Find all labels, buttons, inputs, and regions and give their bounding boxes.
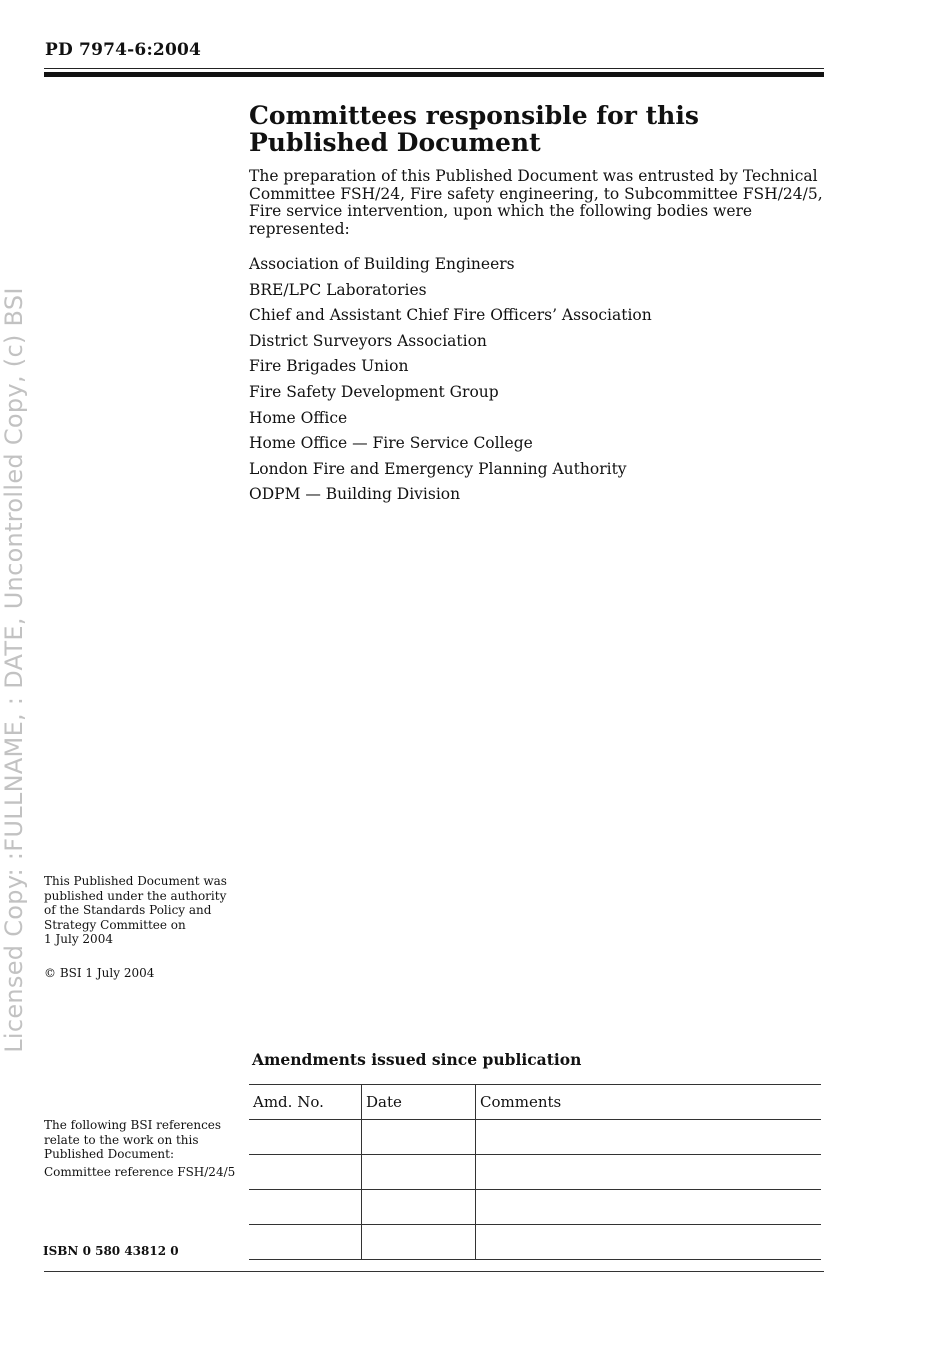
amendments-table	[249, 1084, 821, 1260]
table-cell	[362, 1120, 476, 1155]
document-code: PD 7974-6:2004	[45, 40, 202, 60]
header-rule-thick	[44, 72, 824, 77]
table-row	[249, 1120, 821, 1155]
authority-note-line: published under the authority	[44, 888, 227, 903]
list-item: ODPM — Building Division	[249, 485, 461, 504]
intro-paragraph: The preparation of this Published Document was entrusted by Technical Committee FSH/24, Fire safety engineering, to Subcommittee FSH/24/5, Fire service intervention, upon which the following bodies were represented:	[249, 167, 823, 238]
table-cell	[362, 1155, 476, 1190]
represented-bodies-list	[249, 254, 652, 510]
list-item: Chief and Assistant Chief Fire Officers’ Association	[249, 306, 652, 325]
references-line: The following BSI references	[44, 1118, 222, 1132]
table-cell	[476, 1155, 822, 1190]
table-cell	[249, 1190, 362, 1225]
list-item: Association of Building Engineers	[249, 255, 515, 273]
table-cell	[249, 1225, 362, 1260]
amendments-title: Amendments issued since publication	[252, 1050, 582, 1069]
column-header-comments: Comments	[476, 1085, 822, 1120]
list-item: Fire Safety Development Group	[249, 382, 499, 401]
table-cell	[249, 1120, 362, 1155]
isbn: ISBN 0 580 43812 0	[43, 1244, 179, 1258]
footer-rule	[44, 1271, 824, 1272]
list-item: London Fire and Emergency Planning Authority	[249, 459, 627, 478]
list-item: Home Office	[249, 408, 348, 427]
table-cell	[476, 1120, 822, 1155]
table-cell	[362, 1190, 476, 1225]
table-header-row	[249, 1085, 821, 1120]
authority-note-line: 1 July 2004	[44, 932, 113, 946]
table-row	[249, 1225, 821, 1260]
authority-note-line: This Published Document was	[44, 874, 227, 888]
column-header-amd-no: Amd. No.	[249, 1085, 362, 1120]
copyright-notice: © BSI 1 July 2004	[44, 966, 155, 980]
page-title	[249, 102, 809, 156]
header-rule-thin	[44, 68, 824, 69]
authority-note-line: Strategy Committee on	[44, 917, 186, 932]
references-line: relate to the work on this	[44, 1132, 199, 1147]
list-item: Fire Brigades Union	[249, 357, 409, 376]
page-title-line-2: Published Document	[249, 128, 541, 157]
list-item: BRE/LPC Laboratories	[249, 280, 427, 299]
license-watermark: Licensed Copy: :FULLNAME, : DATE, Uncontrolled Copy, (c) BSI	[0, 287, 28, 1053]
references-line: Published Document:	[44, 1147, 175, 1161]
bsi-references-note	[44, 1118, 244, 1179]
table-row	[249, 1190, 821, 1225]
authority-note-line: of the Standards Policy and	[44, 903, 212, 917]
column-header-date: Date	[362, 1085, 476, 1120]
table-cell	[476, 1190, 822, 1225]
list-item: District Surveyors Association	[249, 331, 487, 350]
table-cell	[362, 1225, 476, 1260]
table-cell	[476, 1225, 822, 1260]
committee-reference: Committee reference FSH/24/5	[44, 1164, 236, 1179]
table-cell	[249, 1155, 362, 1190]
table-row	[249, 1155, 821, 1190]
list-item: Home Office — Fire Service College	[249, 434, 533, 453]
page-title-line-1: Committees responsible for this	[249, 101, 699, 130]
authority-note	[44, 874, 234, 947]
